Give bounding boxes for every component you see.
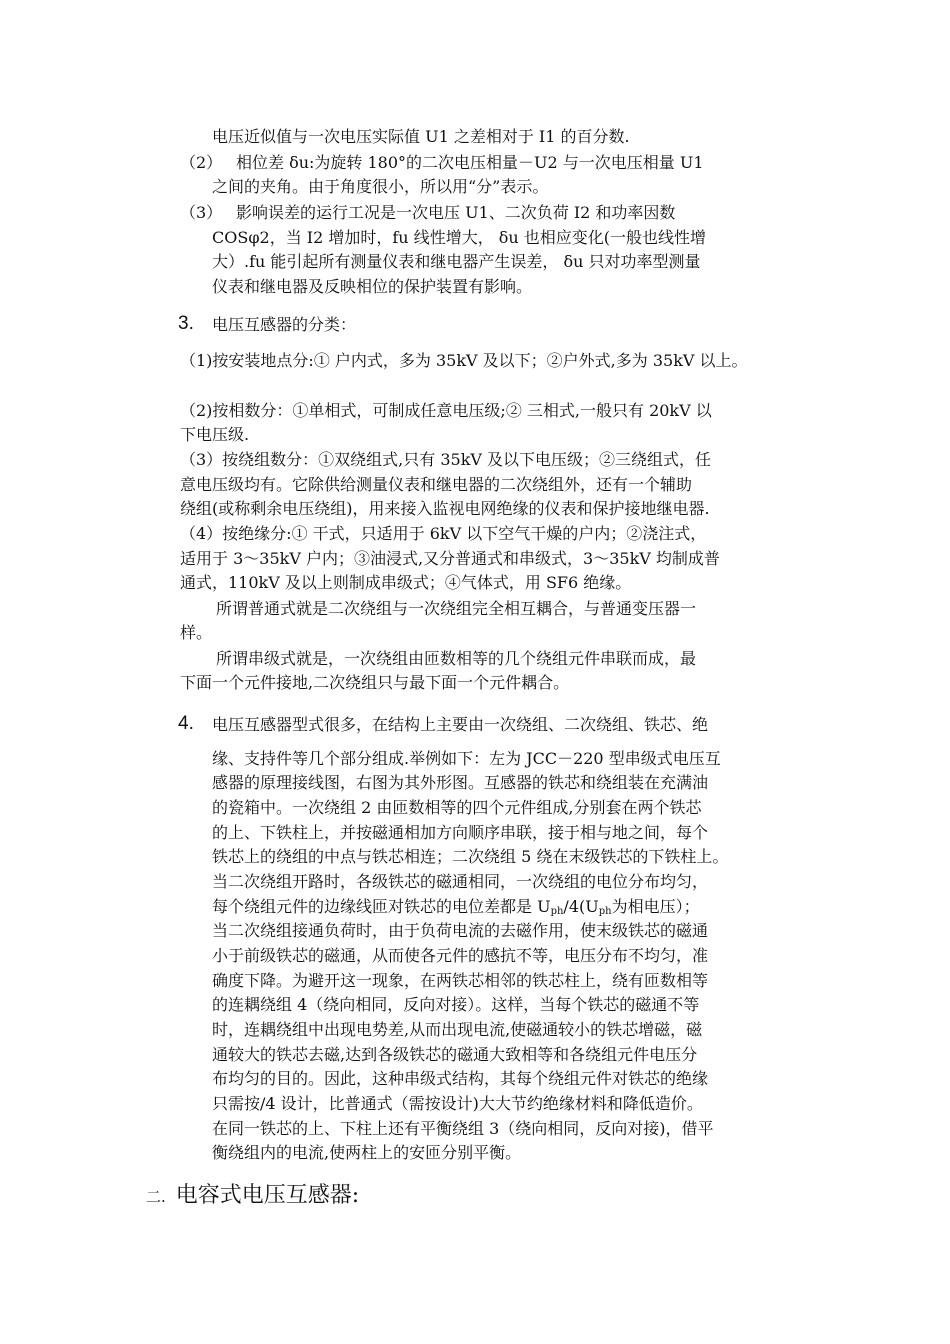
section4-line-uph [212, 896, 700, 923]
item2-line: 相位差 δu:为旋转 180°的二次电压相量－U2 与一次电压相量 U1 [236, 153, 704, 172]
section4-line: 确度下降。为避开这一现象，在两铁芯相邻的铁芯柱上，绕有匝数相等 [212, 971, 709, 990]
next-section-number: 二. [146, 1188, 166, 1206]
section3-paragraph-line: （3）按绕组数分：①双绕组式,只有 35kV 及以下电压级；②三绕组式，任 [180, 450, 712, 469]
section4-line: 的瓷箱中。一次绕组 2 由匝数相等的四个元件组成,分别套在两个铁芯 [212, 798, 702, 817]
item1-tail: 电压近似值与一次电压实际值 U1 之差相对于 I1 的百分数. [212, 127, 630, 146]
section4-line: 铁芯上的绕组的中点与铁芯相连；二次绕组 5 绕在末级铁芯的下铁柱上。 [212, 847, 729, 866]
section4-line: 电压互感器型式很多，在结构上主要由一次绕组、二次绕组、铁芯、绝 [212, 715, 709, 734]
uph-text: 每个绕组元件的边缘线匝对铁芯的电位差都是 U [212, 897, 551, 916]
section4-line: 感器的原理接线图，右图为其外形图。互感器的铁芯和绕组装在充满油 [212, 773, 709, 792]
section3-paragraph-line: 意电压级均有。它除供给测量仪表和继电器的二次绕组外，还有一个辅助 [180, 475, 693, 494]
item3-line: 大）.fu 能引起所有测量仪表和继电器产生误差， δu 只对功率型测量 [212, 252, 701, 271]
section3-paragraph-line: 所谓串级式就是，一次绕组由匝数相等的几个绕组元件串联而成，最 [216, 649, 697, 668]
section3-paragraph-line: （4）按绝缘分:① 干式，只适用于 6kV 以下空气干燥的户内；②浇注式， [180, 524, 707, 543]
section4-line: 的连耦绕组 4（绕向相同，反向对接）。这样，当每个铁芯的磁通不等 [212, 995, 700, 1014]
section3-paragraph-line: （1)按安装地点分:① 户内式，多为 35kV 及以下；②户外式,多为 35kV 以上。 [180, 351, 748, 370]
next-section-heading [146, 1182, 359, 1211]
section3-paragraph-line: 通式，110kV 及以上则制成串级式；④气体式，用 SF6 绝缘。 [180, 573, 632, 592]
section4-line: 布均匀的目的。因此，这种串级式结构，其每个绕组元件对铁芯的绝缘 [212, 1069, 709, 1088]
item3-line: COSφ2，当 I2 增加时，fu 线性增大， δu 也相应变化(一般也线性增 [212, 228, 707, 247]
item2-label: （2） [180, 153, 223, 172]
item3-label: （3） [180, 203, 223, 222]
section4-line: 时，连耦绕组中出现电势差,从而出现电流,使磁通较小的铁芯增磁，磁 [212, 1020, 703, 1039]
section4-line: 缘、支持件等几个部分组成.举例如下：左为 JCC－220 型串级式电压互 [212, 749, 721, 768]
section3-title: 电压互感器的分类： [212, 315, 357, 334]
section3-number: 3. [178, 313, 194, 334]
section3-paragraph-line: 下面一个元件接地,二次绕组只与最下面一个元件耦合。 [180, 673, 570, 692]
next-section-title: 电容式电压互感器: [175, 1183, 360, 1208]
uph-tail: 为相电压）； [611, 897, 700, 916]
section3-paragraph-line: 绕组(或称剩余电压绕组)，用来接入监视电网绝缘的仪表和保护接地继电器. [180, 499, 710, 518]
section4-line: 只需按/4 设计，比普通式（需按设计)大大节约绝缘材料和降低造价。 [212, 1094, 703, 1113]
uph-subscript: ph [598, 906, 612, 917]
item3-line: 影响误差的运行工况是一次电压 U1、二次负荷 I2 和功率因数 [236, 203, 676, 222]
section4-line: 当二次绕组开路时，各级铁芯的磁通相同，一次绕组的电位分布均匀， [212, 872, 709, 891]
item3-line: 仪表和继电器及反映相位的保护装置有影响。 [212, 277, 533, 296]
section3-paragraph-line: 样。 [180, 623, 213, 642]
section3-paragraph-line: 所谓普通式就是二次绕组与一次绕组完全相互耦合，与普通变压器一 [216, 599, 697, 618]
section4-line: 在同一铁芯的上、下柱上还有平衡绕组 3（绕向相同，反向对接)，借平 [212, 1119, 714, 1138]
section4-line: 小于前级铁芯的磁通，从而使各元件的感抗不等，电压分布不均匀，准 [212, 946, 709, 965]
section4-line: 通较大的铁芯去磁,达到各级铁芯的磁通大致相等和各绕组元件电压分 [212, 1045, 698, 1064]
item2-line: 之间的夹角。由于角度很小，所以用“分”表示。 [212, 177, 549, 196]
section4-number: 4. [178, 713, 194, 734]
uph-subscript: ph [550, 906, 564, 917]
uph-mid: /4(U [563, 897, 599, 916]
section4-line: 的上、下铁柱上，并按磁通相加方向顺序串联，接于相与地之间，每个 [212, 823, 709, 842]
section3-paragraph-line: 适用于 3～35kV 户内；③油浸式,又分普通式和串级式，3～35kV 均制成普 [180, 549, 720, 568]
section3-paragraph-line: （2)按相数分：①单相式，可制成任意电压级;② 三相式,一般只有 20kV 以 [180, 401, 712, 420]
section4-line: 衡绕组内的电流,使两柱上的安匝分别平衡。 [212, 1143, 522, 1162]
section3-paragraph-line: 下电压级. [180, 425, 250, 444]
section4-line: 当二次绕组接通负荷时，由于负荷电流的去磁作用，使末级铁芯的磁通 [212, 921, 709, 940]
